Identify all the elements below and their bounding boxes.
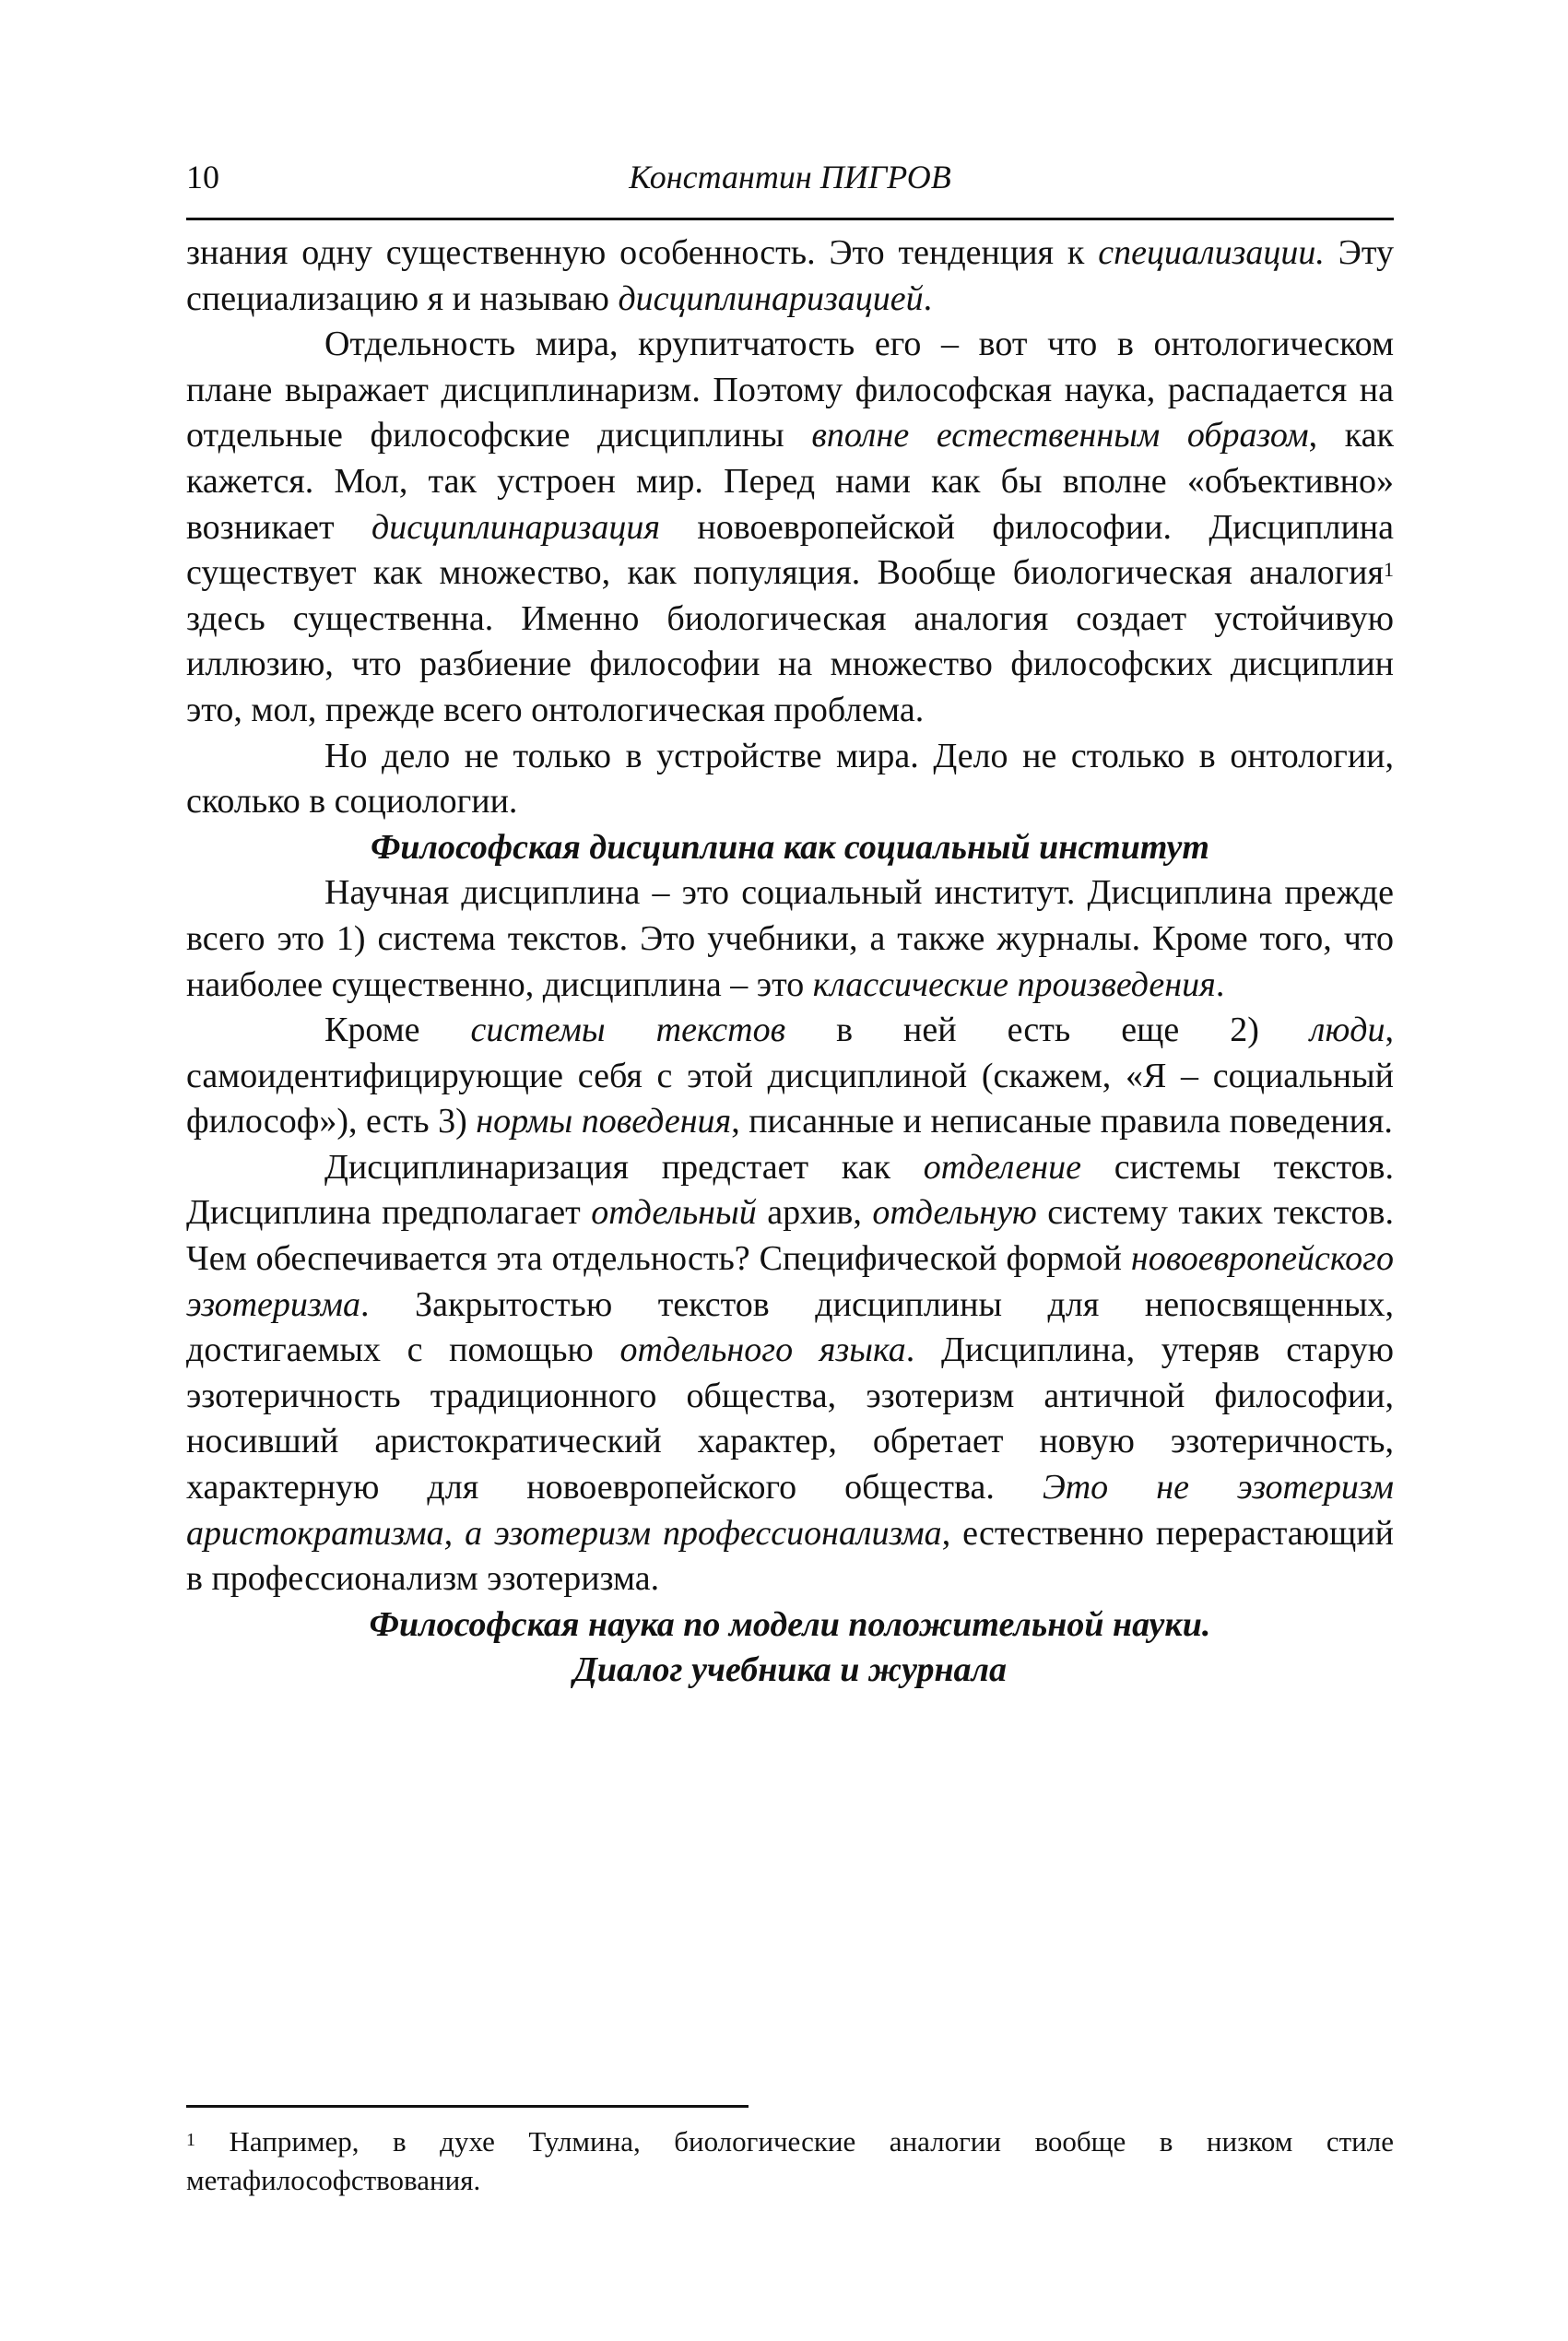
italic-run: отделение <box>923 1147 1081 1187</box>
text-run: здесь существенна. Именно биологическая аналогия создает устойчивую иллюзию, что разбиение философии на множество философских дисциплин это, мол, прежде всего онтологическая проблема. <box>186 598 1394 729</box>
page-header <box>186 155 1394 212</box>
heading-line: Философская наука по модели положительной науки. <box>369 1604 1211 1644</box>
page-body <box>186 231 1394 1694</box>
italic-run: дисциплинаризация <box>371 507 661 547</box>
text-run: знания одну существенную особенность. Это тенденция к <box>186 233 1099 272</box>
text-run: систему таких текстов. Чем обеспечивается эта отдельность? Специфической формой <box>186 1193 1394 1279</box>
italic-run: системы текстов <box>470 1011 786 1050</box>
text-run: новоевропейской философии. Дисциплина существует как множество, как популяция. Вообще биологическая аналогия <box>186 507 1394 593</box>
italic-run: отдельный <box>591 1193 757 1233</box>
text-run: , самоидентифицирующие себя с этой дисциплиной (скажем, «Я – социальный философ»), есть 3) <box>186 1011 1394 1141</box>
text-run: архив, <box>756 1193 873 1233</box>
text-run: в ней есть еще 2) <box>785 1011 1310 1050</box>
paragraph-3: Но дело не только в устройстве мира. Дело не столько в онтологии, сколько в социологии. <box>186 736 1394 822</box>
italic-run: нормы поведения <box>476 1102 732 1141</box>
text-run: Научная дисциплина – это социальный институт. Дисциплина прежде всего это 1) система текстов. Это учебники, а также журналы. Кроме того, что наиболее существенно, дисциплина – это <box>186 873 1394 1004</box>
running-title: Константин ПИГРОВ <box>629 159 951 195</box>
italic-run: специализации. <box>1098 233 1325 272</box>
italic-run: новоевропейского эзотеризма <box>186 1239 1394 1324</box>
footnote-rule <box>186 2105 749 2108</box>
footnote <box>186 2122 1394 2200</box>
footnote-marker: 1 <box>186 2130 195 2150</box>
text-run: . Закрытостью текстов дисциплины для непосвященных, достигаемых с помощью <box>186 1284 1394 1370</box>
text-run: Кроме <box>324 1011 471 1050</box>
text-run: Дисциплинаризация предстает как <box>324 1147 924 1187</box>
italic-run: люди <box>1309 1011 1385 1050</box>
text-run: . <box>923 278 933 318</box>
paragraph-4 <box>186 870 1394 1008</box>
paragraph-6 <box>186 1145 1394 1602</box>
section-heading-1: Философская дисциплина как социальный институт <box>371 827 1209 867</box>
header-rule <box>186 218 1394 220</box>
italic-run: Это не эзотеризм аристократизма, а эзотеризм профессионализма <box>186 1468 1394 1553</box>
section-heading-2 <box>186 1602 1394 1694</box>
italic-run: вполне естественным образом <box>811 416 1309 455</box>
footnote-text: Например, в духе Тулмина, биологические аналогии вообще в низком стиле метафилософствования. <box>186 2125 1394 2196</box>
text-run: , естественно перерастающий в профессионализм эзотеризма. <box>186 1513 1394 1599</box>
text-run: . <box>1215 964 1225 1004</box>
text-run: Эту специализацию я и называю <box>186 233 1394 318</box>
italic-run: отдельного языка <box>619 1330 906 1370</box>
text-run: системы текстов. Дисциплина предполагает <box>186 1147 1394 1233</box>
heading-line: Диалог учебника и журнала <box>572 1650 1008 1690</box>
footnote-reference[interactable]: 1 <box>1384 558 1394 582</box>
text-run: Отдельность мира, крупитчатость его – вот что в онтологическом плане выражает дисциплинаризм. Поэтому философская наука, распадается на отдельные философские дисциплины <box>186 325 1394 455</box>
text-run: . Дисциплина, утеряв старую эзотеричность традиционного общества, эзотеризм античной философии, носивший аристократический характер, обретает новую эзотеричность, характерную для новоевропейского общества. <box>186 1330 1394 1507</box>
paragraph-5 <box>186 1008 1394 1145</box>
italic-run: дисциплинаризацией <box>618 278 924 318</box>
text-run: , как кажется. Мол, так устроен мир. Перед нами как бы вполне «объективно» возникает <box>186 416 1394 547</box>
page-number: 10 <box>186 159 219 195</box>
paragraph-1 <box>186 231 1394 322</box>
paragraph-2 <box>186 322 1394 733</box>
italic-run: отдельную <box>872 1193 1037 1233</box>
text-run: , писанные и неписаные правила поведения. <box>731 1102 1393 1141</box>
italic-run: классические произведения <box>812 964 1216 1004</box>
